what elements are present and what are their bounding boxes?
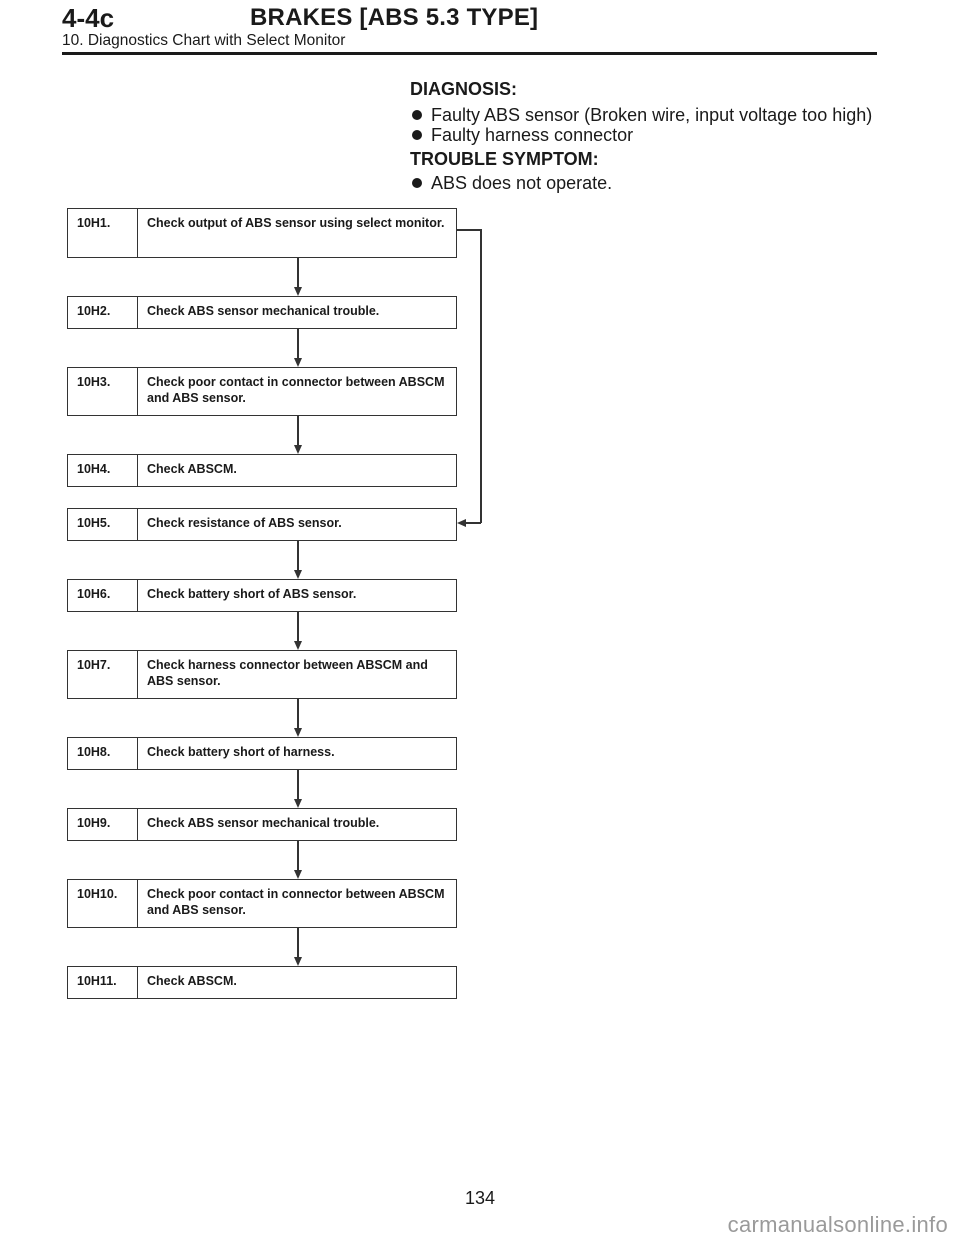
watermark: carmanualsonline.info: [727, 1212, 948, 1237]
connector-line: [297, 928, 299, 958]
arrow-down-icon: [294, 445, 302, 454]
trouble-symptom-heading: TROUBLE SYMPTOM:: [410, 149, 599, 169]
flow-step-10h8: [67, 737, 457, 770]
step-code: 10H8.: [68, 738, 138, 769]
flow-step-10h1: [67, 208, 457, 258]
step-text: Check battery short of harness.: [147, 745, 335, 759]
step-code: 10H2.: [68, 297, 138, 328]
step-code: 10H10.: [68, 880, 138, 927]
diagnosis-item-text: Faulty harness connector: [431, 125, 634, 145]
step-text: Check poor contact in connector between ABSCM and ABS sensor.: [147, 887, 445, 917]
branch-line: [466, 522, 481, 524]
flow-step-10h11: [67, 966, 457, 999]
step-code: 10H3.: [68, 368, 138, 415]
flow-step-10h4: [67, 454, 457, 487]
step-text: Check ABS sensor mechanical trouble.: [147, 304, 380, 318]
arrow-down-icon: [294, 799, 302, 808]
diagnosis-heading: DIAGNOSIS:: [410, 79, 518, 99]
header-rule: [62, 52, 877, 55]
step-code: 10H4.: [68, 455, 138, 486]
page-subtitle: 10. Diagnostics Chart with Select Monitor: [62, 32, 346, 49]
flow-step-10h2: [67, 296, 457, 329]
step-text: Check resistance of ABS sensor.: [147, 516, 342, 530]
connector-line: [297, 258, 299, 288]
step-code: 10H5.: [68, 509, 138, 540]
step-text: Check output of ABS sensor using select monitor.: [147, 216, 445, 230]
flow-step-10h10: [67, 879, 457, 928]
connector-line: [297, 770, 299, 800]
arrow-down-icon: [294, 870, 302, 879]
step-code: 10H9.: [68, 809, 138, 840]
flow-step-10h5: [67, 508, 457, 541]
arrow-down-icon: [294, 641, 302, 650]
flow-step-10h7: [67, 650, 457, 699]
page-number: 134: [464, 1188, 496, 1208]
flow-step-10h6: [67, 579, 457, 612]
branch-line: [480, 229, 482, 523]
step-code: 10H7.: [68, 651, 138, 698]
bullet-icon: [412, 178, 422, 188]
connector-line: [297, 612, 299, 642]
connector-line: [297, 541, 299, 571]
trouble-symptom-item: [410, 172, 612, 194]
arrow-down-icon: [294, 728, 302, 737]
page-title: BRAKES [ABS 5.3 TYPE]: [250, 4, 539, 31]
step-text: Check harness connector between ABSCM and ABS sensor.: [147, 658, 428, 688]
trouble-symptom-item-text: ABS does not operate.: [431, 173, 613, 193]
diagnosis-item: [410, 124, 633, 146]
arrow-down-icon: [294, 570, 302, 579]
arrow-down-icon: [294, 957, 302, 966]
step-text: Check ABSCM.: [147, 462, 237, 476]
branch-line: [457, 229, 481, 231]
connector-line: [297, 699, 299, 729]
arrow-down-icon: [294, 287, 302, 296]
diagnosis-item-text: Faulty ABS sensor (Broken wire, input voltage too high): [431, 105, 873, 125]
step-code: 10H11.: [68, 967, 138, 998]
step-text: Check ABS sensor mechanical trouble.: [147, 816, 380, 830]
bullet-icon: [412, 110, 422, 120]
flow-step-10h3: [67, 367, 457, 416]
flow-step-10h9: [67, 808, 457, 841]
step-text: Check ABSCM.: [147, 974, 237, 988]
connector-line: [297, 841, 299, 871]
connector-line: [297, 329, 299, 359]
bullet-icon: [412, 130, 422, 140]
step-code: 10H6.: [68, 580, 138, 611]
arrow-down-icon: [294, 358, 302, 367]
diagnosis-item: [410, 104, 872, 126]
arrow-left-icon: [457, 519, 466, 527]
step-text: Check battery short of ABS sensor.: [147, 587, 357, 601]
step-text: Check poor contact in connector between ABSCM and ABS sensor.: [147, 375, 445, 405]
connector-line: [297, 416, 299, 446]
section-code: 4-4c: [62, 3, 115, 33]
step-code: 10H1.: [68, 209, 138, 257]
